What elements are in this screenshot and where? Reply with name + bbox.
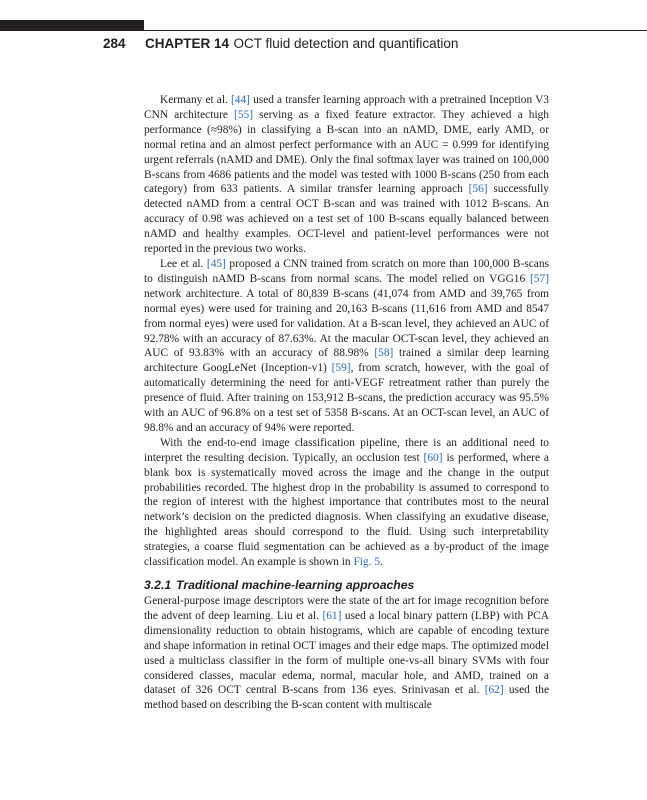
citation-link[interactable]: [58] bbox=[374, 347, 394, 360]
citation-link[interactable]: [56] bbox=[468, 183, 488, 196]
citation-link[interactable]: [61] bbox=[322, 609, 342, 622]
citation-link[interactable]: [59] bbox=[331, 362, 351, 375]
citation-link[interactable]: [57] bbox=[530, 272, 549, 285]
section-heading bbox=[144, 578, 549, 593]
chapter-label: CHAPTER 14 bbox=[145, 36, 230, 51]
paragraph: With the end-to-end image classification pipeline, there is an additional need to interpret the resulting decision. Typically, an occlusion test [60] is performed, where a blank box is systematically moved across the image and the change in the output probabilities recorded. The highest drop in the probability is assumed to correspond to the region of interest with the highest importance that contributes most to the neural network’s decision on the predicted diagnosis. When classifying an exudative disease, the highlighted areas should correspond to the fluid. Using such interpretability strategies, a coarse fluid segmentation can be achieved as a by-product of the image classification model. An example is shown in Fig. 5. bbox=[144, 436, 549, 569]
citation-link[interactable]: [62] bbox=[484, 684, 504, 697]
header-rule-bar bbox=[0, 20, 144, 31]
paragraph: Kermany et al. [44] used a transfer learning approach with a pretrained Inception V3 CNN architecture [55] serving as a fixed feature extractor. They achieved a high performance (≈98%) in classifying a B-scan into an nAMD, DME, early AMD, or normal retina and an almost perfect performance with an AUC = 0.999 for identifying urgent referrals (nAMD and DME). Only the final softmax layer was trained on 100,000 B-scans from 4686 patients and the model was tested with 1000 B-scans (250 from each category) from 633 patients. A similar transfer learning approach [56] successfully detected nAMD from a central OCT B-scan and was trained with 1012 B-scans. An accuracy of 0.98 was achieved on a test set of 100 B-scans equally balanced between nAMD and healthy examples. OCT-level and patient-level performances were not reported in the previous two works. bbox=[144, 94, 549, 256]
running-header bbox=[103, 35, 458, 53]
citation-link[interactable]: [45] bbox=[206, 257, 226, 270]
citation-link[interactable]: [55] bbox=[234, 108, 254, 121]
citation-link[interactable]: [44] bbox=[230, 94, 250, 106]
section-title: Traditional machine-learning approaches bbox=[176, 578, 415, 592]
figure-link[interactable]: Fig. 5 bbox=[353, 556, 381, 569]
page-number: 284 bbox=[103, 36, 126, 51]
chapter-title: OCT fluid detection and quantification bbox=[233, 36, 459, 51]
section-number: 3.2.1 bbox=[144, 578, 172, 592]
header-rule-line bbox=[144, 30, 647, 31]
body-text bbox=[144, 93, 549, 713]
paragraph: Lee et al. [45] proposed a CNN trained from scratch on more than 100,000 B-scans to distinguish nAMD B-scans from normal scans. The model relied on VGG16 [57] network architecture. A total of 80,839 B-scans (41,074 from AMD and 39,765 from normal eyes) were used for training and 20,163 B-scans (11,616 from AMD and 8547 from normal eyes) were used for validation. At a B-scan level, they achieved an AUC of 92.78% with an accuracy of 87.63%. At the macular OCT-scan level, they achieved an AUC of 93.83% with an accuracy of 88.98% [58] trained a similar deep learning architecture GoogLeNet (Inception-v1) [59], from scratch, however, with the goal of automatically determining the need for anti-VEGF retreatment rather than purely the presence of fluid. After training on 153,912 B-scans, the prediction accuracy was 95.5% with an AUC of 96.8% on a test set of 5358 B-scans. At an OCT-scan level, an AUC of 98.8% and an accuracy of 94% were reported. bbox=[144, 257, 549, 434]
section-paragraph: General-purpose image descriptors were the state of the art for image recognition before the advent of deep learning. Liu et al. [61] used a local binary pattern (LBP) with PCA dimensionality reduction to obtain histograms, which are capable of encoding texture and shape information in retinal OCT images and their edge maps. The optimized model used a multiclass classifier in the form of multiple one-vs-all binary SVMs with four considered classes, macular edema, normal, macular hole, and AMD, trained on a dataset of 326 OCT central B-scans from 136 eyes. Srinivasan et al. [62] used the method based on describing the B-scan content with multiscale bbox=[144, 595, 549, 712]
citation-link[interactable]: [60] bbox=[423, 451, 443, 464]
